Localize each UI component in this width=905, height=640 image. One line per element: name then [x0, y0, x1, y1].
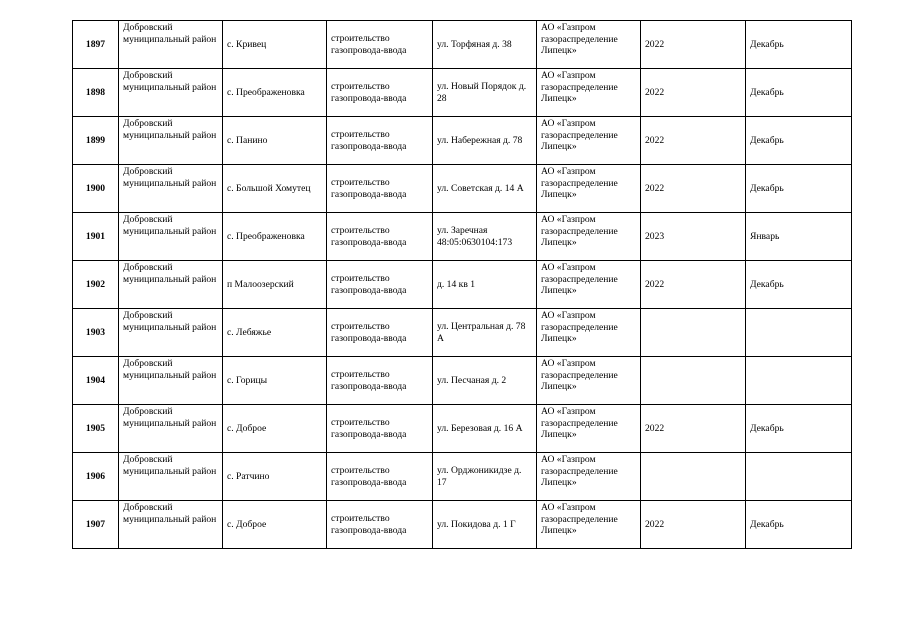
table-body — [73, 21, 852, 549]
organization-cell: АО «Газпром газораспределение Липецк» — [537, 165, 641, 213]
organization-cell: АО «Газпром газораспределение Липецк» — [537, 405, 641, 453]
district-cell: Добровский муниципальный район — [119, 165, 223, 213]
settlement-cell: с. Лебяжье — [223, 309, 327, 357]
work-type-cell: строительство газопровода-ввода — [327, 165, 433, 213]
work-type-cell: строительство газопровода-ввода — [327, 21, 433, 69]
organization-cell: АО «Газпром газораспределение Липецк» — [537, 213, 641, 261]
work-type-cell: строительство газопровода-ввода — [327, 357, 433, 405]
month-cell: Декабрь — [746, 501, 852, 549]
district-cell: Добровский муниципальный район — [119, 405, 223, 453]
settlement-cell: с. Горицы — [223, 357, 327, 405]
month-cell: Декабрь — [746, 117, 852, 165]
organization-cell: АО «Газпром газораспределение Липецк» — [537, 357, 641, 405]
district-cell: Добровский муниципальный район — [119, 501, 223, 549]
row-number: 1902 — [73, 261, 119, 309]
address-cell: ул. Заречная 48:05:0630104:173 — [433, 213, 537, 261]
address-cell: ул. Песчаная д. 2 — [433, 357, 537, 405]
settlement-cell: с. Преображеновка — [223, 69, 327, 117]
table-row — [73, 165, 852, 213]
table-row — [73, 309, 852, 357]
month-cell: Декабрь — [746, 69, 852, 117]
table-row — [73, 21, 852, 69]
month-cell: Декабрь — [746, 405, 852, 453]
work-type-cell: строительство газопровода-ввода — [327, 117, 433, 165]
work-type-cell: строительство газопровода-ввода — [327, 309, 433, 357]
address-cell: ул. Орджоникидзе д. 17 — [433, 453, 537, 501]
work-type-cell: строительство газопровода-ввода — [327, 69, 433, 117]
address-cell: ул. Покидова д. 1 Г — [433, 501, 537, 549]
settlement-cell: с. Преображеновка — [223, 213, 327, 261]
settlement-cell: с. Ратчино — [223, 453, 327, 501]
year-cell: 2022 — [641, 165, 746, 213]
month-cell — [746, 309, 852, 357]
row-number: 1903 — [73, 309, 119, 357]
table-row — [73, 357, 852, 405]
organization-cell: АО «Газпром газораспределение Липецк» — [537, 501, 641, 549]
gas-works-table — [72, 20, 852, 549]
row-number: 1897 — [73, 21, 119, 69]
row-number: 1906 — [73, 453, 119, 501]
year-cell — [641, 357, 746, 405]
address-cell: ул. Новый Порядок д. 28 — [433, 69, 537, 117]
month-cell — [746, 453, 852, 501]
organization-cell: АО «Газпром газораспределение Липецк» — [537, 117, 641, 165]
year-cell: 2023 — [641, 213, 746, 261]
settlement-cell: с. Панино — [223, 117, 327, 165]
table-row — [73, 405, 852, 453]
district-cell: Добровский муниципальный район — [119, 69, 223, 117]
table-row — [73, 261, 852, 309]
settlement-cell: с. Доброе — [223, 501, 327, 549]
work-type-cell: строительство газопровода-ввода — [327, 213, 433, 261]
address-cell: д. 14 кв 1 — [433, 261, 537, 309]
table-row — [73, 453, 852, 501]
month-cell: Январь — [746, 213, 852, 261]
organization-cell: АО «Газпром газораспределение Липецк» — [537, 69, 641, 117]
district-cell: Добровский муниципальный район — [119, 117, 223, 165]
district-cell: Добровский муниципальный район — [119, 453, 223, 501]
organization-cell: АО «Газпром газораспределение Липецк» — [537, 21, 641, 69]
work-type-cell: строительство газопровода-ввода — [327, 453, 433, 501]
month-cell: Декабрь — [746, 165, 852, 213]
work-type-cell: строительство газопровода-ввода — [327, 405, 433, 453]
district-cell: Добровский муниципальный район — [119, 357, 223, 405]
row-number: 1898 — [73, 69, 119, 117]
settlement-cell: с. Доброе — [223, 405, 327, 453]
month-cell: Декабрь — [746, 261, 852, 309]
row-number: 1899 — [73, 117, 119, 165]
address-cell: ул. Центральная д. 78 А — [433, 309, 537, 357]
district-cell: Добровский муниципальный район — [119, 261, 223, 309]
address-cell: ул. Березовая д. 16 А — [433, 405, 537, 453]
table-row — [73, 69, 852, 117]
settlement-cell: с. Большой Хомутец — [223, 165, 327, 213]
gas-works-table-container — [72, 20, 851, 549]
district-cell: Добровский муниципальный район — [119, 309, 223, 357]
work-type-cell: строительство газопровода-ввода — [327, 261, 433, 309]
year-cell — [641, 309, 746, 357]
district-cell: Добровский муниципальный район — [119, 21, 223, 69]
district-cell: Добровский муниципальный район — [119, 213, 223, 261]
settlement-cell: с. Кривец — [223, 21, 327, 69]
row-number: 1907 — [73, 501, 119, 549]
row-number: 1905 — [73, 405, 119, 453]
settlement-cell: п Малоозерский — [223, 261, 327, 309]
year-cell: 2022 — [641, 261, 746, 309]
address-cell: ул. Торфяная д. 38 — [433, 21, 537, 69]
organization-cell: АО «Газпром газораспределение Липецк» — [537, 309, 641, 357]
address-cell: ул. Советская д. 14 А — [433, 165, 537, 213]
year-cell: 2022 — [641, 69, 746, 117]
year-cell: 2022 — [641, 405, 746, 453]
year-cell: 2022 — [641, 117, 746, 165]
table-row — [73, 501, 852, 549]
year-cell: 2022 — [641, 21, 746, 69]
year-cell: 2022 — [641, 501, 746, 549]
row-number: 1904 — [73, 357, 119, 405]
month-cell — [746, 357, 852, 405]
row-number: 1900 — [73, 165, 119, 213]
table-row — [73, 117, 852, 165]
table-row — [73, 213, 852, 261]
organization-cell: АО «Газпром газораспределение Липецк» — [537, 453, 641, 501]
organization-cell: АО «Газпром газораспределение Липецк» — [537, 261, 641, 309]
address-cell: ул. Набережная д. 78 — [433, 117, 537, 165]
month-cell: Декабрь — [746, 21, 852, 69]
row-number: 1901 — [73, 213, 119, 261]
work-type-cell: строительство газопровода-ввода — [327, 501, 433, 549]
year-cell — [641, 453, 746, 501]
